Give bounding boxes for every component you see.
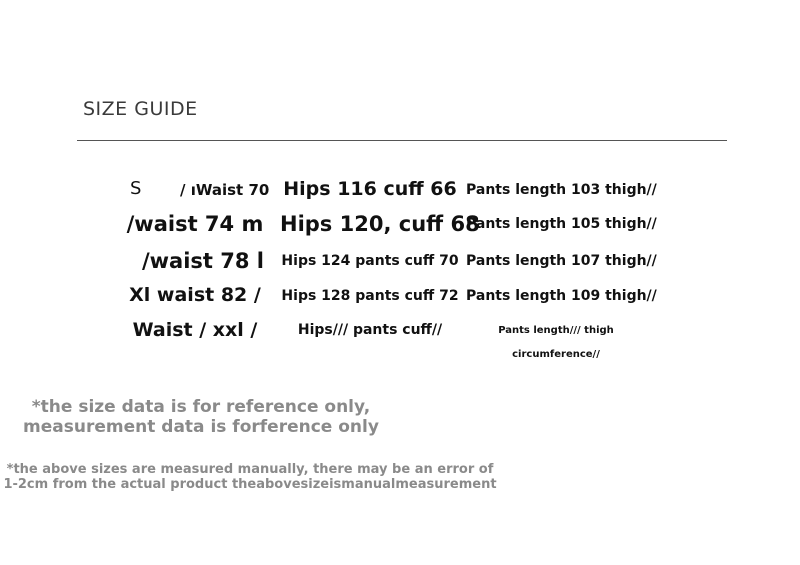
length-cell: Pants length/// thigh circumference// [498, 325, 614, 360]
waist-cell: Xl waist 82 / [129, 284, 261, 306]
title-divider [77, 140, 727, 141]
length-cell: Pants length 107 thigh// [466, 253, 657, 269]
reference-note: *the size data is for reference only, measurement data is forference only [23, 397, 379, 437]
waist-cell: Waist / xxl / [132, 319, 258, 341]
measurement-note: *the above sizes are measured manually, there may be an error of 1-2cm from the actual product theabovesizeismanualmeasurement [3, 462, 497, 492]
waist-cell: /waist 78 l [141, 249, 265, 273]
hips-cell: Hips 120, cuff 68 [280, 212, 480, 236]
hips-cell: Hips/// pants cuff// [297, 322, 443, 338]
hips-cell: Hips 124 pants cuff 70 [281, 253, 459, 269]
waist-cell: /waist 74 m [126, 212, 264, 236]
length-cell: Pants length 103 thigh// [466, 182, 657, 198]
hips-cell: Hips 128 pants cuff 72 [281, 288, 459, 304]
waist-cell: / ıWaist 70 [180, 181, 270, 199]
size-label-s: S [130, 178, 142, 199]
length-cell: Pants length 105 thigh// [466, 216, 657, 232]
length-cell: Pants length 109 thigh// [466, 288, 657, 304]
hips-cell: Hips 116 cuff 66 [283, 178, 457, 200]
page-title: SIZE GUIDE [83, 98, 198, 120]
